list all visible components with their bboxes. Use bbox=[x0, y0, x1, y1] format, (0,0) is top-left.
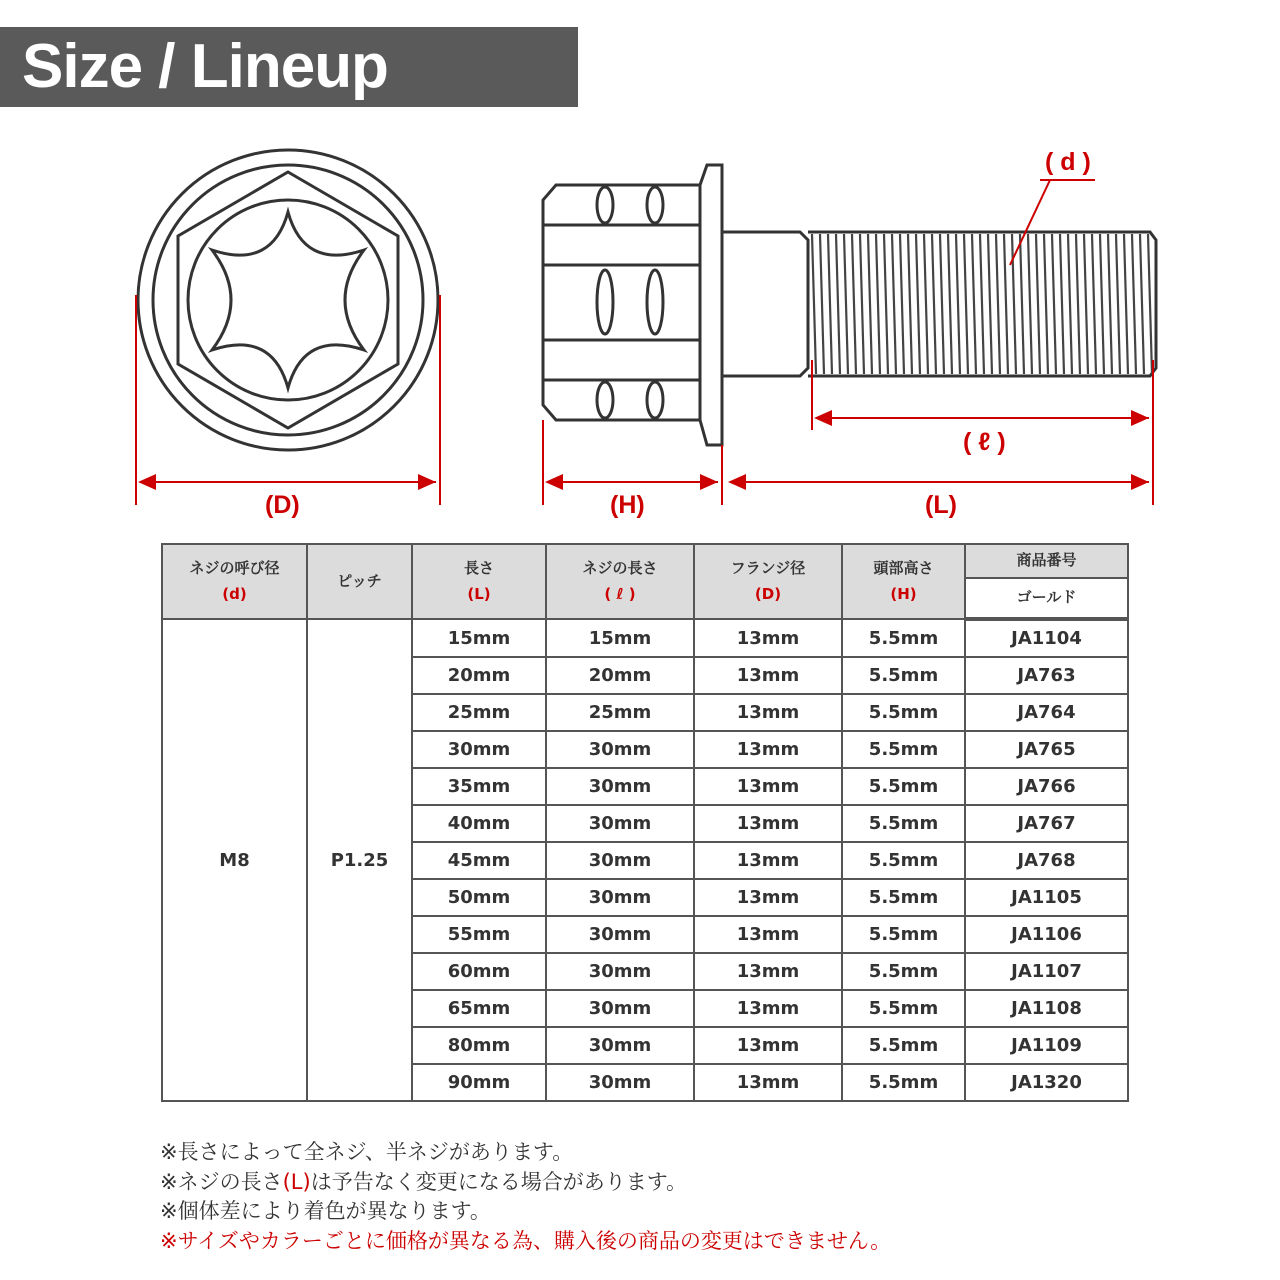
thread-line bbox=[948, 234, 952, 374]
thread-line bbox=[980, 234, 984, 374]
thread-line bbox=[1084, 234, 1088, 374]
cell-product-number: JA1320 bbox=[965, 1064, 1128, 1101]
dim-H bbox=[543, 420, 722, 519]
cell-thread-length: 20mm bbox=[546, 657, 694, 694]
cell-flange: 13mm bbox=[694, 805, 842, 842]
title-banner bbox=[0, 27, 578, 107]
cell-head-height: 5.5mm bbox=[842, 619, 965, 657]
thread-line bbox=[1068, 234, 1072, 374]
cell-nominal: M8 bbox=[162, 619, 307, 1101]
dim-L bbox=[730, 482, 1149, 519]
table-row bbox=[162, 619, 1128, 657]
thread-line bbox=[924, 234, 928, 374]
cell-flange: 13mm bbox=[694, 879, 842, 916]
label-flange: (D) bbox=[265, 491, 300, 519]
cell-length: 60mm bbox=[412, 953, 546, 990]
bolt-diagram bbox=[0, 130, 1280, 530]
cell-head-height: 5.5mm bbox=[842, 916, 965, 953]
bolt-top-view bbox=[138, 150, 438, 450]
thread-line bbox=[1060, 234, 1064, 374]
thread-line bbox=[1108, 234, 1112, 374]
cell-thread-length: 30mm bbox=[546, 990, 694, 1027]
cell-flange: 13mm bbox=[694, 657, 842, 694]
bolt-side-view bbox=[543, 165, 1156, 445]
thread-line bbox=[836, 234, 840, 374]
cell-head-height: 5.5mm bbox=[842, 657, 965, 694]
cell-thread-length: 25mm bbox=[546, 694, 694, 731]
cell-head-height: 5.5mm bbox=[842, 990, 965, 1027]
thread-line bbox=[932, 234, 936, 374]
thread-line bbox=[940, 234, 944, 374]
cell-flange: 13mm bbox=[694, 694, 842, 731]
thread-line bbox=[892, 234, 896, 374]
thread-line bbox=[1132, 234, 1136, 374]
page-title: Size / Lineup bbox=[22, 32, 388, 101]
cell-product-number: JA1109 bbox=[965, 1027, 1128, 1064]
thread-line bbox=[868, 234, 872, 374]
cell-flange: 13mm bbox=[694, 619, 842, 657]
label-length: (L) bbox=[925, 491, 957, 519]
thread-line bbox=[972, 234, 976, 374]
cell-thread-length: 30mm bbox=[546, 805, 694, 842]
cell-product-number: JA1105 bbox=[965, 879, 1128, 916]
cell-thread-length: 30mm bbox=[546, 842, 694, 879]
thread-line bbox=[916, 234, 920, 374]
cell-thread-length: 15mm bbox=[546, 619, 694, 657]
thread-line bbox=[956, 234, 960, 374]
cell-thread-length: 30mm bbox=[546, 731, 694, 768]
label-thread-length: ( ℓ ) bbox=[963, 428, 1006, 456]
thread-line bbox=[1076, 234, 1080, 374]
thread-line bbox=[1092, 234, 1096, 374]
thread-line bbox=[1124, 234, 1128, 374]
cell-flange: 13mm bbox=[694, 990, 842, 1027]
note-2: ※ネジの長さ(L)は予告なく変更になる場合があります。 bbox=[160, 1169, 688, 1194]
thread-line bbox=[1116, 234, 1120, 374]
cell-product-number: JA1108 bbox=[965, 990, 1128, 1027]
cell-product-number: JA1104 bbox=[965, 619, 1128, 657]
thread-line bbox=[964, 234, 968, 374]
cell-flange: 13mm bbox=[694, 953, 842, 990]
thread-line bbox=[852, 234, 856, 374]
thread-line bbox=[828, 234, 832, 374]
cell-length: 45mm bbox=[412, 842, 546, 879]
cell-head-height: 5.5mm bbox=[842, 694, 965, 731]
cell-thread-length: 30mm bbox=[546, 768, 694, 805]
thread-line bbox=[1148, 234, 1152, 374]
cell-length: 65mm bbox=[412, 990, 546, 1027]
cell-product-number: JA765 bbox=[965, 731, 1128, 768]
cell-product-number: JA767 bbox=[965, 805, 1128, 842]
cell-flange: 13mm bbox=[694, 916, 842, 953]
note-3: ※個体差により着色が異なります。 bbox=[160, 1199, 491, 1223]
cell-product-number: JA764 bbox=[965, 694, 1128, 731]
cell-head-height: 5.5mm bbox=[842, 1027, 965, 1064]
cell-length: 35mm bbox=[412, 768, 546, 805]
cell-product-number: JA1106 bbox=[965, 916, 1128, 953]
header-flange: フランジ径 (D) bbox=[694, 544, 842, 619]
thread-line bbox=[988, 234, 992, 374]
cell-product-number: JA766 bbox=[965, 768, 1128, 805]
cell-head-height: 5.5mm bbox=[842, 879, 965, 916]
cell-flange: 13mm bbox=[694, 731, 842, 768]
cell-head-height: 5.5mm bbox=[842, 805, 965, 842]
cell-length: 15mm bbox=[412, 619, 546, 657]
thread-line bbox=[996, 234, 1000, 374]
thread-line bbox=[812, 234, 816, 374]
note-1: ※長さによって全ネジ、半ネジがあります。 bbox=[160, 1140, 574, 1164]
cell-length: 20mm bbox=[412, 657, 546, 694]
thread-line bbox=[884, 234, 888, 374]
cell-thread-length: 30mm bbox=[546, 916, 694, 953]
header-head-height: 頭部高さ (H) bbox=[842, 544, 965, 619]
cell-head-height: 5.5mm bbox=[842, 1064, 965, 1101]
cell-flange: 13mm bbox=[694, 842, 842, 879]
header-pitch: ピッチ bbox=[307, 544, 412, 619]
thread-line bbox=[1036, 234, 1040, 374]
thread-line bbox=[1028, 234, 1032, 374]
cell-thread-length: 30mm bbox=[546, 879, 694, 916]
cell-length: 50mm bbox=[412, 879, 546, 916]
thread-line bbox=[1100, 234, 1104, 374]
header-product-number: 商品番号 bbox=[965, 544, 1128, 578]
cell-length: 55mm bbox=[412, 916, 546, 953]
thread-line bbox=[860, 234, 864, 374]
cell-head-height: 5.5mm bbox=[842, 731, 965, 768]
cell-thread-length: 30mm bbox=[546, 1027, 694, 1064]
label-head-height: (H) bbox=[610, 491, 645, 519]
cell-length: 30mm bbox=[412, 731, 546, 768]
header-color-gold: ゴールド bbox=[965, 578, 1128, 619]
cell-product-number: JA1107 bbox=[965, 953, 1128, 990]
spec-table bbox=[161, 543, 1129, 1102]
thread-line bbox=[1052, 234, 1056, 374]
cell-product-number: JA768 bbox=[965, 842, 1128, 879]
cell-length: 80mm bbox=[412, 1027, 546, 1064]
thread-line bbox=[1004, 234, 1008, 374]
cell-pitch: P1.25 bbox=[307, 619, 412, 1101]
thread-lines bbox=[812, 234, 1152, 374]
notes bbox=[160, 1138, 891, 1256]
thread-line bbox=[908, 234, 912, 374]
thread-line bbox=[1020, 234, 1024, 374]
header-nominal: ネジの呼び径 (d) bbox=[162, 544, 307, 619]
label-d: ( d ) bbox=[1045, 148, 1091, 176]
cell-head-height: 5.5mm bbox=[842, 953, 965, 990]
cell-head-height: 5.5mm bbox=[842, 842, 965, 879]
thread-line bbox=[820, 234, 824, 374]
cell-thread-length: 30mm bbox=[546, 953, 694, 990]
note-4: ※サイズやカラーごとに価格が異なる為、購入後の商品の変更はできません。 bbox=[160, 1228, 892, 1253]
thread-line bbox=[1044, 234, 1048, 374]
header-thread-length: ネジの長さ ( ℓ ) bbox=[546, 544, 694, 619]
thread-line bbox=[844, 234, 848, 374]
cell-product-number: JA763 bbox=[965, 657, 1128, 694]
cell-flange: 13mm bbox=[694, 768, 842, 805]
cell-head-height: 5.5mm bbox=[842, 768, 965, 805]
cell-length: 25mm bbox=[412, 694, 546, 731]
cell-flange: 13mm bbox=[694, 1064, 842, 1101]
dim-l-thread bbox=[812, 360, 1153, 505]
cell-length: 40mm bbox=[412, 805, 546, 842]
header-length: 長さ (L) bbox=[412, 544, 546, 619]
thread-line bbox=[1140, 234, 1144, 374]
cell-length: 90mm bbox=[412, 1064, 546, 1101]
thread-line bbox=[900, 234, 904, 374]
thread-line bbox=[876, 234, 880, 374]
cell-thread-length: 30mm bbox=[546, 1064, 694, 1101]
cell-flange: 13mm bbox=[694, 1027, 842, 1064]
